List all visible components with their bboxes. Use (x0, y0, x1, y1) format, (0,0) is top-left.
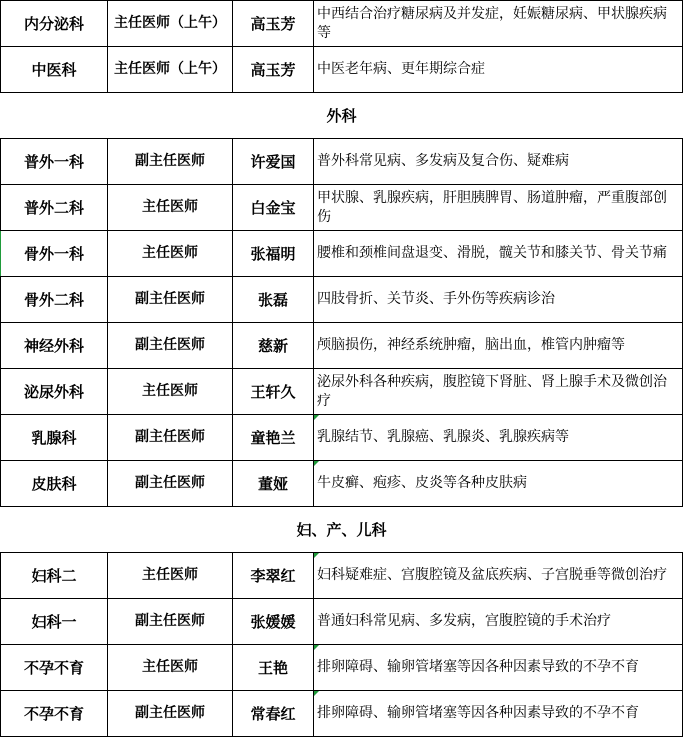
table-row (1, 1, 683, 47)
title-cell: 副主任医师 (108, 599, 233, 645)
dept-cell: 不孕不育 (1, 691, 108, 737)
doctor-cell: 董娅 (233, 461, 314, 507)
title-cell: 副主任医师 (108, 277, 233, 323)
dept-cell: 乳腺科 (1, 415, 108, 461)
title-cell: 主任医师 (108, 369, 233, 415)
dept-cell: 不孕不育 (1, 645, 108, 691)
section-title-obgyn: 妇、产、儿科 (1, 507, 683, 553)
table-row (1, 277, 683, 323)
specialty-cell: 甲状腺、乳腺疾病，肝胆胰脾胃、肠道肿瘤，严重腹部创伤 (314, 185, 683, 231)
table-row (1, 139, 683, 185)
section-row-surgery (1, 93, 683, 139)
dept-cell: 骨外一科 (1, 231, 108, 277)
doctor-cell: 高玉芳 (233, 47, 314, 93)
title-cell: 主任医师（上午） (108, 1, 233, 47)
dept-cell: 妇科二 (1, 553, 108, 599)
dept-cell: 泌尿外科 (1, 369, 108, 415)
doctor-cell: 张福明 (233, 231, 314, 277)
dept-cell: 骨外二科 (1, 277, 108, 323)
title-cell: 副主任医师 (108, 139, 233, 185)
table-row (1, 185, 683, 231)
specialty-cell: 牛皮癣、疱疹、皮炎等各种皮肤病 (314, 461, 683, 507)
section-row-obgyn (1, 507, 683, 553)
doctor-cell: 童艳兰 (233, 415, 314, 461)
title-cell: 主任医师（上午） (108, 47, 233, 93)
doctor-cell: 高玉芳 (233, 1, 314, 47)
title-cell: 副主任医师 (108, 415, 233, 461)
specialty-cell: 妇科疑难症、宫腹腔镜及盆底疾病、子宫脱垂等微创治疗 (314, 553, 683, 599)
table-row (1, 599, 683, 645)
title-cell: 主任医师 (108, 645, 233, 691)
specialty-cell: 排卵障碍、输卵管堵塞等因各种因素导致的不孕不育 (314, 645, 683, 691)
table-row (1, 231, 683, 277)
dept-cell: 神经外科 (1, 323, 108, 369)
specialty-cell: 普外科常见病、多发病及复合伤、疑难病 (314, 139, 683, 185)
doctor-cell: 李翠红 (233, 553, 314, 599)
table-row (1, 553, 683, 599)
dept-cell: 内分泌科 (1, 1, 108, 47)
doctor-cell: 王轩久 (233, 369, 314, 415)
doctor-cell: 张磊 (233, 277, 314, 323)
title-cell: 主任医师 (108, 231, 233, 277)
specialty-cell: 排卵障碍、输卵管堵塞等因各种因素导致的不孕不育 (314, 691, 683, 737)
doctor-cell: 慈新 (233, 323, 314, 369)
dept-cell: 普外一科 (1, 139, 108, 185)
dept-cell: 普外二科 (1, 185, 108, 231)
doctor-cell: 王艳 (233, 645, 314, 691)
specialty-cell: 腰椎和颈椎间盘退变、滑脱，髋关节和膝关节、骨关节痛 (314, 231, 683, 277)
specialty-cell: 四肢骨折、关节炎、手外伤等疾病诊治 (314, 277, 683, 323)
doctor-cell: 许爱国 (233, 139, 314, 185)
specialty-cell: 中西结合治疗糖尿病及并发症，妊娠糖尿病、甲状腺疾病等 (314, 1, 683, 47)
table-row (1, 461, 683, 507)
doctor-cell: 张媛媛 (233, 599, 314, 645)
table-row (1, 645, 683, 691)
specialty-cell: 中医老年病、更年期综合症 (314, 47, 683, 93)
title-cell: 副主任医师 (108, 691, 233, 737)
table-row (1, 323, 683, 369)
doctor-cell: 常春红 (233, 691, 314, 737)
specialty-cell: 颅脑损伤，神经系统肿瘤，脑出血，椎管内肿瘤等 (314, 323, 683, 369)
table-row (1, 691, 683, 737)
specialty-cell: 泌尿外科各种疾病，腹腔镜下肾脏、肾上腺手术及微创治疗 (314, 369, 683, 415)
dept-cell: 中医科 (1, 47, 108, 93)
table-row (1, 369, 683, 415)
dept-cell: 妇科一 (1, 599, 108, 645)
specialty-cell: 乳腺结节、乳腺癌、乳腺炎、乳腺疾病等 (314, 415, 683, 461)
table-row (1, 415, 683, 461)
dept-cell: 皮肤科 (1, 461, 108, 507)
title-cell: 副主任医师 (108, 461, 233, 507)
title-cell: 副主任医师 (108, 323, 233, 369)
table-row (1, 47, 683, 93)
section-title-surgery: 外科 (1, 93, 683, 139)
doctor-cell: 白金宝 (233, 185, 314, 231)
title-cell: 主任医师 (108, 553, 233, 599)
specialty-cell: 普通妇科常见病、多发病，宫腹腔镜的手术治疗 (314, 599, 683, 645)
title-cell: 主任医师 (108, 185, 233, 231)
